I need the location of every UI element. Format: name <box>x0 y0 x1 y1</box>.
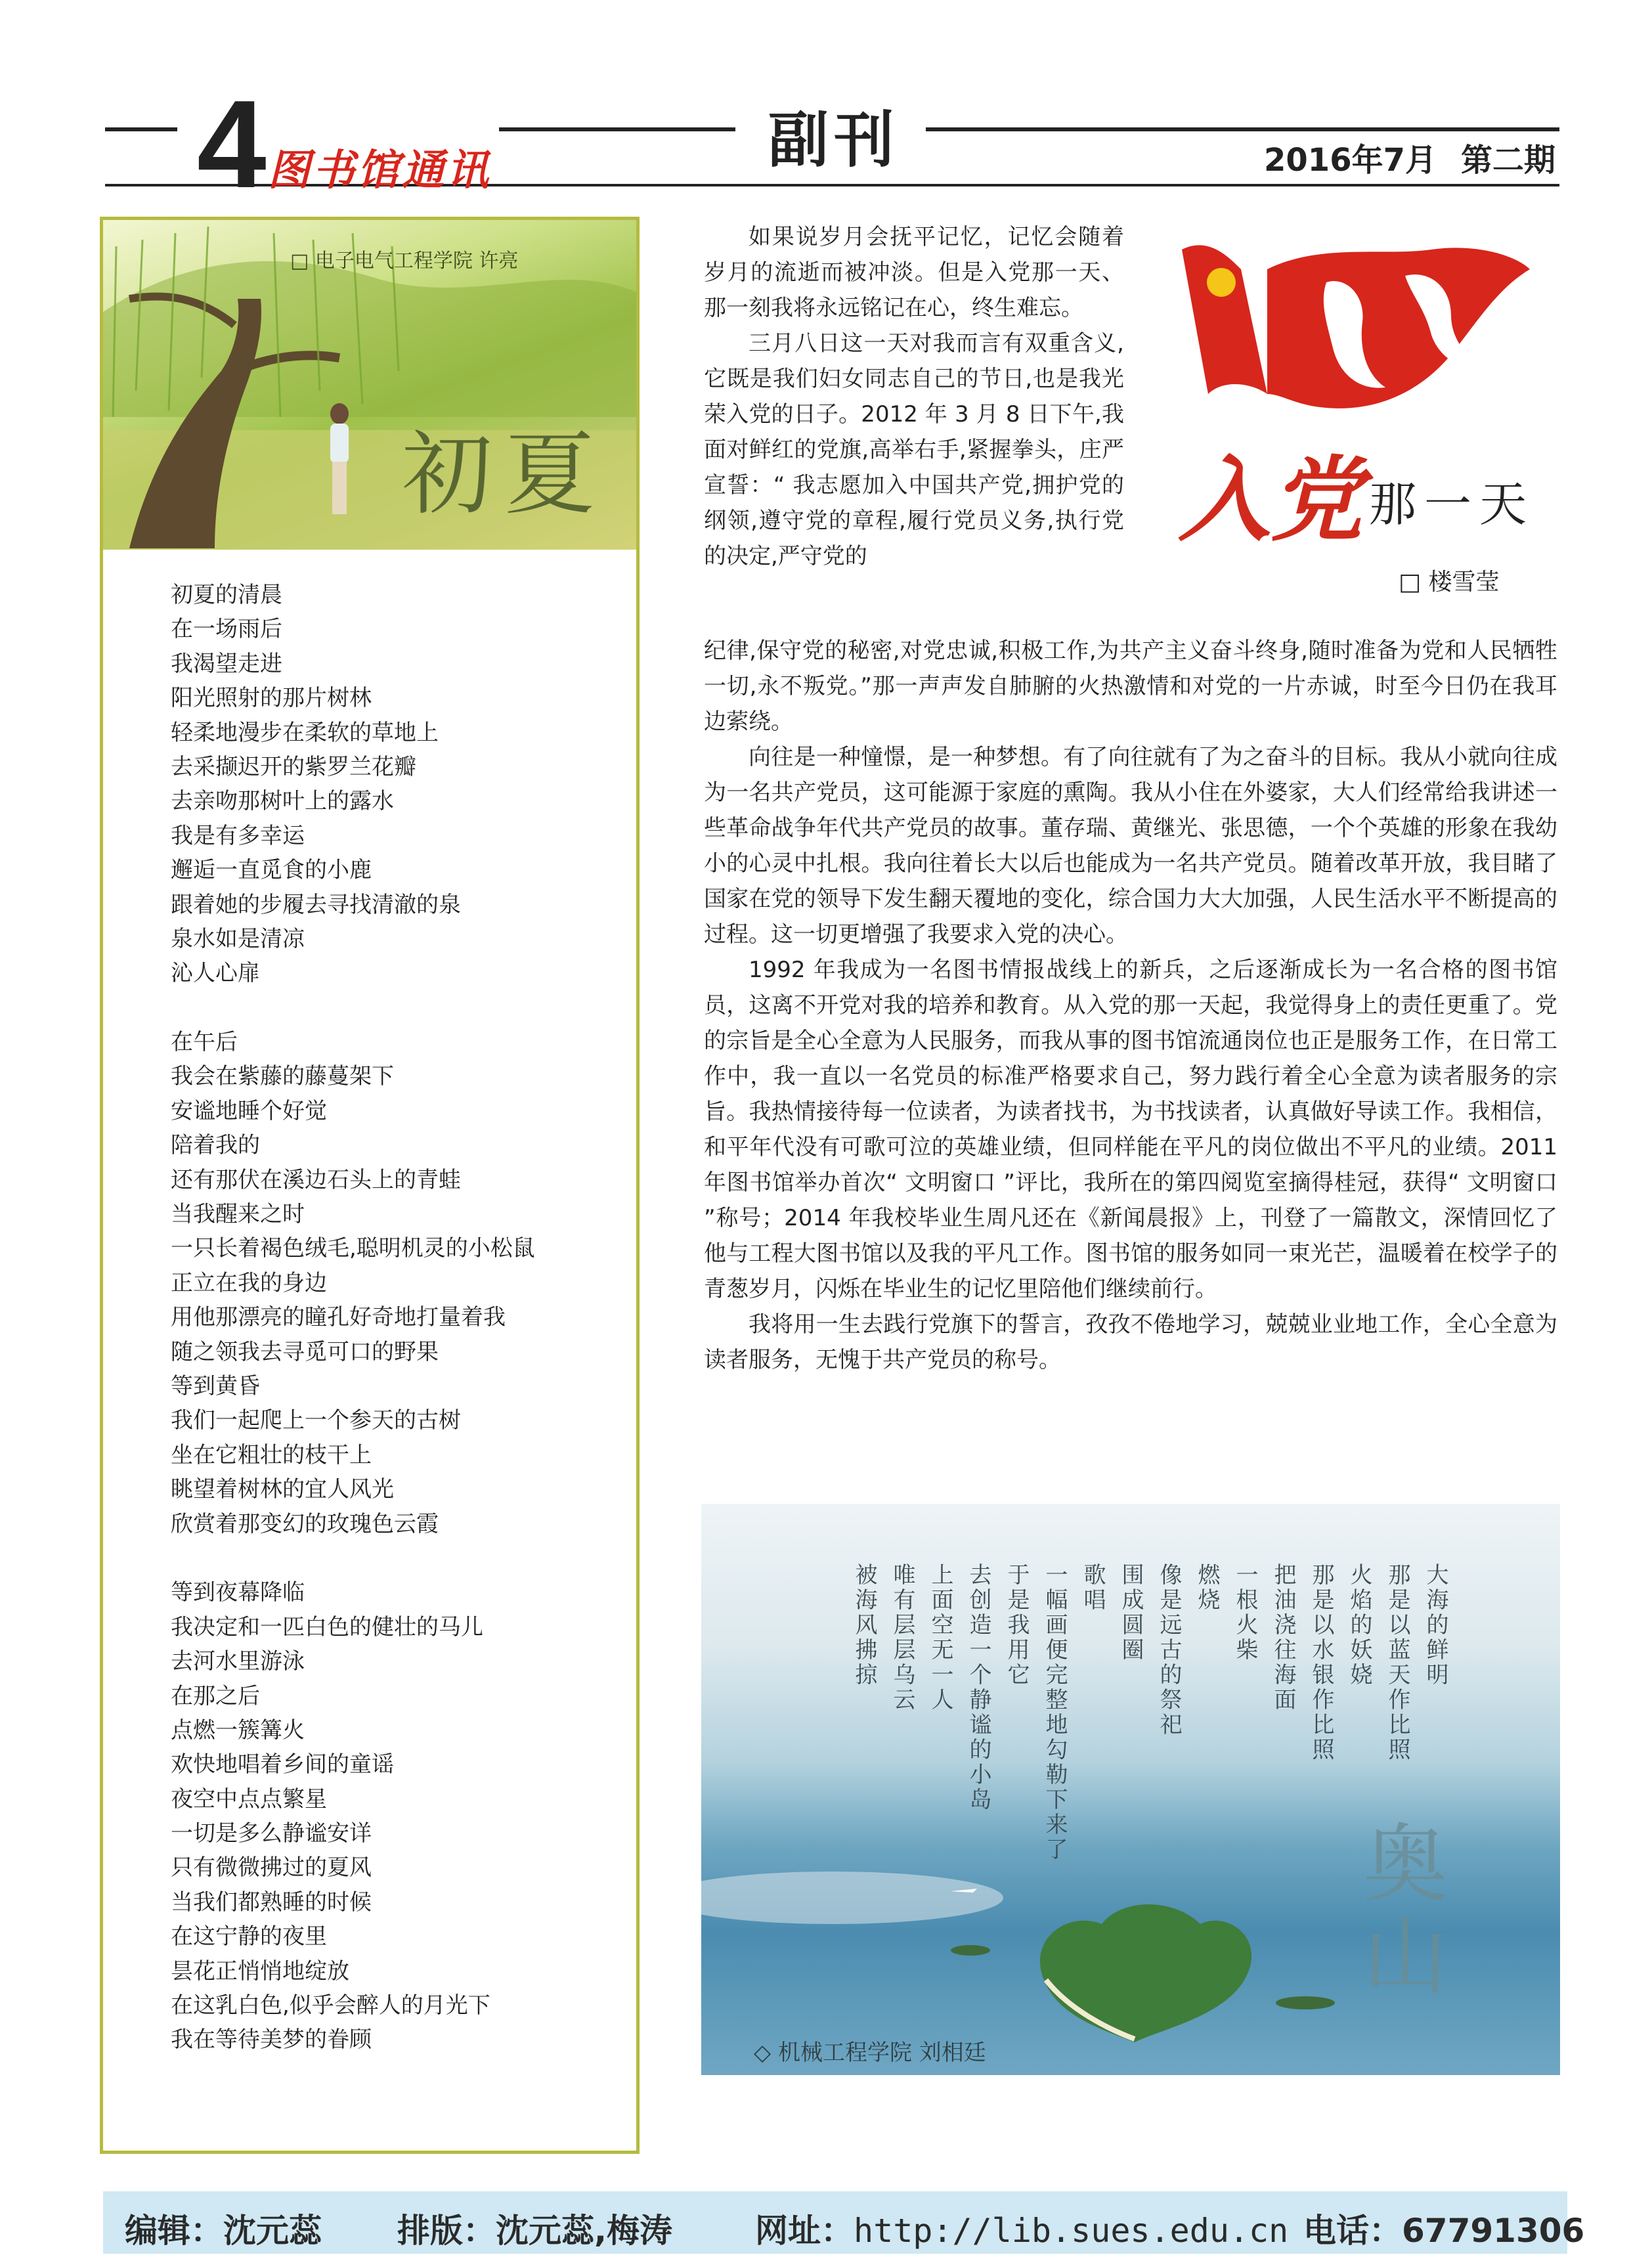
poem-line: 泉水如是清凉 <box>171 925 305 952</box>
poem-line: 一只长着褐色绒毛,聪明机灵的小松鼠 <box>171 1235 535 1262</box>
article-author: □ 楼雪莹 <box>1399 569 1500 596</box>
poem-line: 正立在我的身边 <box>171 1269 327 1296</box>
island-poem-line: 被海风拂掠 <box>851 1563 877 1688</box>
poem-line: 我会在紫藤的藤蔓架下 <box>171 1063 394 1090</box>
island-poem-line: 唯有层层乌云 <box>889 1563 915 1713</box>
footer-website-url[interactable]: http://lib.sues.edu.cn <box>854 2212 1289 2250</box>
island-poem-line: 一根火柴 <box>1232 1563 1258 1663</box>
footer-phone-label: 电话： <box>1303 2212 1402 2250</box>
poem-line: 在一场雨后 <box>171 616 282 643</box>
island-poem-line: 大海的鲜明 <box>1422 1563 1448 1688</box>
island-poem-line: 一幅画便完整地勾勒下来了 <box>1041 1563 1068 1862</box>
poem-line: 在午后 <box>171 1029 238 1056</box>
poem-line: 夜空中点点繁星 <box>171 1786 327 1812</box>
island-poem-line: 于是我用它 <box>1003 1563 1030 1688</box>
poem-line: 当我醒来之时 <box>171 1201 305 1228</box>
poem-line <box>171 991 617 1025</box>
issue-number: 第二期 <box>1461 142 1556 179</box>
poem-line <box>171 1541 617 1575</box>
poem-line: 轻柔地漫步在柔软的草地上 <box>171 719 439 746</box>
header-rule-left <box>105 127 177 131</box>
newsletter-brand: 图书馆通讯 <box>268 146 491 195</box>
poem-byline: □ 电子电气工程学院 许亮 <box>290 250 519 273</box>
poem-line: 等到黄昏 <box>171 1372 260 1399</box>
island-poem-line: 去创造一个静谧的小岛 <box>965 1563 991 1812</box>
issue-date: 2016年7月 <box>1264 142 1437 179</box>
article-title-highlight: 入党 <box>1179 447 1363 554</box>
poem-line: 欢快地唱着乡间的童谣 <box>171 1751 394 1778</box>
article-title: 那一天 <box>1369 477 1535 532</box>
article-paragraph: 如果说岁月会抚平记忆，记忆会随着岁月的流逝而被冲淡。但是入党那一天、那一刻我将永远铭记在心，终生难忘。 <box>704 224 1124 321</box>
poem-line: 用他那漂亮的瞳孔好奇地打量着我 <box>171 1304 506 1331</box>
poem-line: 我渴望走进 <box>171 650 282 677</box>
poem-line: 我是有多幸运 <box>171 822 305 849</box>
poem-line: 坐在它粗壮的枝干上 <box>171 1441 372 1468</box>
island-poem-line: 歌唱 <box>1079 1563 1106 1613</box>
poem-line: 欣赏着那变幻的玫瑰色云霞 <box>171 1510 439 1537</box>
section-title: 副刊 <box>768 105 900 175</box>
poem-line: 眺望着树林的宜人风光 <box>171 1476 394 1503</box>
poem-line: 还有那伏在溪边石头上的青蛙 <box>171 1166 461 1193</box>
article-paragraph: 1992 年我成为一名图书情报战线上的新兵，之后逐渐成长为一名合格的图书馆员，这离不开党对我的培养和教育。从入党的那一天起，我觉得身上的责任更重了。党的宗旨是全心全意为人民服务，而我从事的图书馆流通岗位也正是服务工作，在日常工作中，我一直以一名党员的标准严格要求自己，努力践行着全心全意为读者服务的宗旨。我热情接待每一位读者，为读者找书，为书找读者，认真做好导读工作。我相信，和平年代没有可歌可泣的英雄业绩，但同样能在平凡的岗位做出不平凡的业绩。2011 年图书馆举办首次“ 文明窗口 ”评比，我所在的第四阅览室摘得桂冠，获得“ 文明窗口 ”称号；2014 年我校毕业生周凡还在《新闻晨报》上，刊登了一篇散文，深情回忆了他与工程大图书馆以及我的平凡工作。图书馆的服务如同一束光芒，温暖着在校学子的青葱岁月，闪烁在毕业生的记忆里陪他们继续前行。 <box>704 957 1557 1302</box>
poem-line: 点燃一簇篝火 <box>171 1717 305 1743</box>
poem-line: 我们一起爬上一个参天的古树 <box>171 1407 461 1434</box>
footer-editor: 编辑：沈元蕊 <box>125 2212 322 2250</box>
poem-line: 当我们都熟睡的时候 <box>171 1889 372 1916</box>
page-number: 4 <box>197 75 267 214</box>
poem-line: 陪着我的 <box>171 1132 260 1159</box>
poem-line: 在这乳白色,似乎会醉人的月光下 <box>171 1992 490 2019</box>
poem-line: 安谧地睡个好觉 <box>171 1097 327 1124</box>
poem-line: 初夏的清晨 <box>171 582 282 608</box>
poem-line: 随之领我去寻觅可口的野果 <box>171 1338 439 1365</box>
article-paragraph: 向往是一种憧憬，是一种梦想。有了向往就有了为之奋斗的目标。我从小就向往成为一名共产党员，这可能源于家庭的熏陶。我从小住在外婆家，大人们经常给我讲述一些革命战争年代共产党员的故事。董存瑞、黄继光、张思德，一个个英雄的形象在我幼小的心灵中扎根。我向往着长大以后也能成为一名共产党员。随着改革开放，我目睹了国家在党的领导下发生翻天覆地的变化，综合国力大大加强，人民生活水平不断提高的过程。这一切更增强了我要求入党的决心。 <box>704 744 1557 948</box>
island-poem-line: 围成圆圈 <box>1118 1563 1144 1663</box>
footer-phone <box>1303 2204 1584 2252</box>
poem-line: 邂逅一直觅食的小鹿 <box>171 857 372 884</box>
footer-layout: 排版：沈元蕊,梅涛 <box>397 2212 672 2250</box>
article-paragraph: 我将用一生去践行党旗下的誓言，孜孜不倦地学习，兢兢业业地工作，全心全意为读者服务，无愧于共产党员的称号。 <box>704 1311 1557 1373</box>
header-rule-middle <box>499 127 735 131</box>
poem-line: 我决定和一匹白色的健壮的马儿 <box>171 1613 483 1640</box>
footer-website <box>755 2204 1288 2252</box>
poem-line: 一切是多么静谧安详 <box>171 1820 372 1847</box>
poem-line: 昙花正悄悄地绽放 <box>171 1958 349 1984</box>
island-poem-line: 火焰的妖娆 <box>1346 1563 1372 1688</box>
poem-line: 跟着她的步履去寻找清澈的泉 <box>171 891 461 918</box>
poem-line: 我在等待美梦的眷顾 <box>171 2027 372 2053</box>
party-logo-icon <box>1169 230 1536 440</box>
article-paragraph: 纪律,保守党的秘密,对党忠诚,积极工作,为共产主义奋斗终身,随时准备为党和人民牺牲一切,永不叛党。”那一声声发自肺腑的火热激情和对党的一片赤诚，时至今日仍在我耳边萦绕。 <box>704 638 1557 735</box>
poem-line: 在那之后 <box>171 1682 260 1709</box>
article-body-bottom <box>704 633 1557 1378</box>
poem-line: 只有微微拂过的夏风 <box>171 1854 372 1881</box>
island-poem-line: 燃烧 <box>1194 1563 1220 1613</box>
footer-phone-number: 67791306 <box>1402 2212 1585 2250</box>
island-poem-title: 奥山 <box>1349 1819 1448 2003</box>
poem-line: 阳光照射的那片树林 <box>171 685 372 712</box>
poem-line: 等到夜幕降临 <box>171 1579 305 1606</box>
article-paragraph: 三月八日这一天对我而言有双重含义,它既是我们妇女同志自己的节日,也是我光荣入党的日子。2012 年 3 月 8 日下午,我面对鲜红的党旗,高举右手,紧握拳头，庄严宣誓：“ 我志愿加入中国共产党,拥护党的纲领,遵守党的章程,履行党员义务,执行党的决定,严守党的 <box>704 330 1124 569</box>
poem-line: 沁人心扉 <box>171 960 260 987</box>
island-poem-line: 那是以蓝天作比照 <box>1384 1563 1410 1763</box>
island-poem-author: ◇ 机械工程学院 刘相廷 <box>754 2040 986 2066</box>
island-poem-line: 那是以水银作比照 <box>1308 1563 1334 1763</box>
island-poem-line: 把油浇往海面 <box>1270 1563 1296 1713</box>
article-body-top <box>704 219 1124 574</box>
poem-line: 在这宁静的夜里 <box>171 1923 327 1950</box>
island-poem-line: 像是远古的祭祀 <box>1156 1563 1182 1738</box>
island-poem-line: 上面空无一人 <box>927 1563 953 1713</box>
poem-title: 初夏 <box>402 422 607 527</box>
poem-line: 去亲吻那树叶上的露水 <box>171 788 394 815</box>
header-rule-right <box>926 127 1559 131</box>
poem-body <box>171 578 617 2057</box>
poem-line: 去采撷迟开的紫罗兰花瓣 <box>171 753 416 780</box>
poem-line: 去河水里游泳 <box>171 1648 305 1675</box>
footer-website-label: 网址： <box>755 2212 854 2250</box>
